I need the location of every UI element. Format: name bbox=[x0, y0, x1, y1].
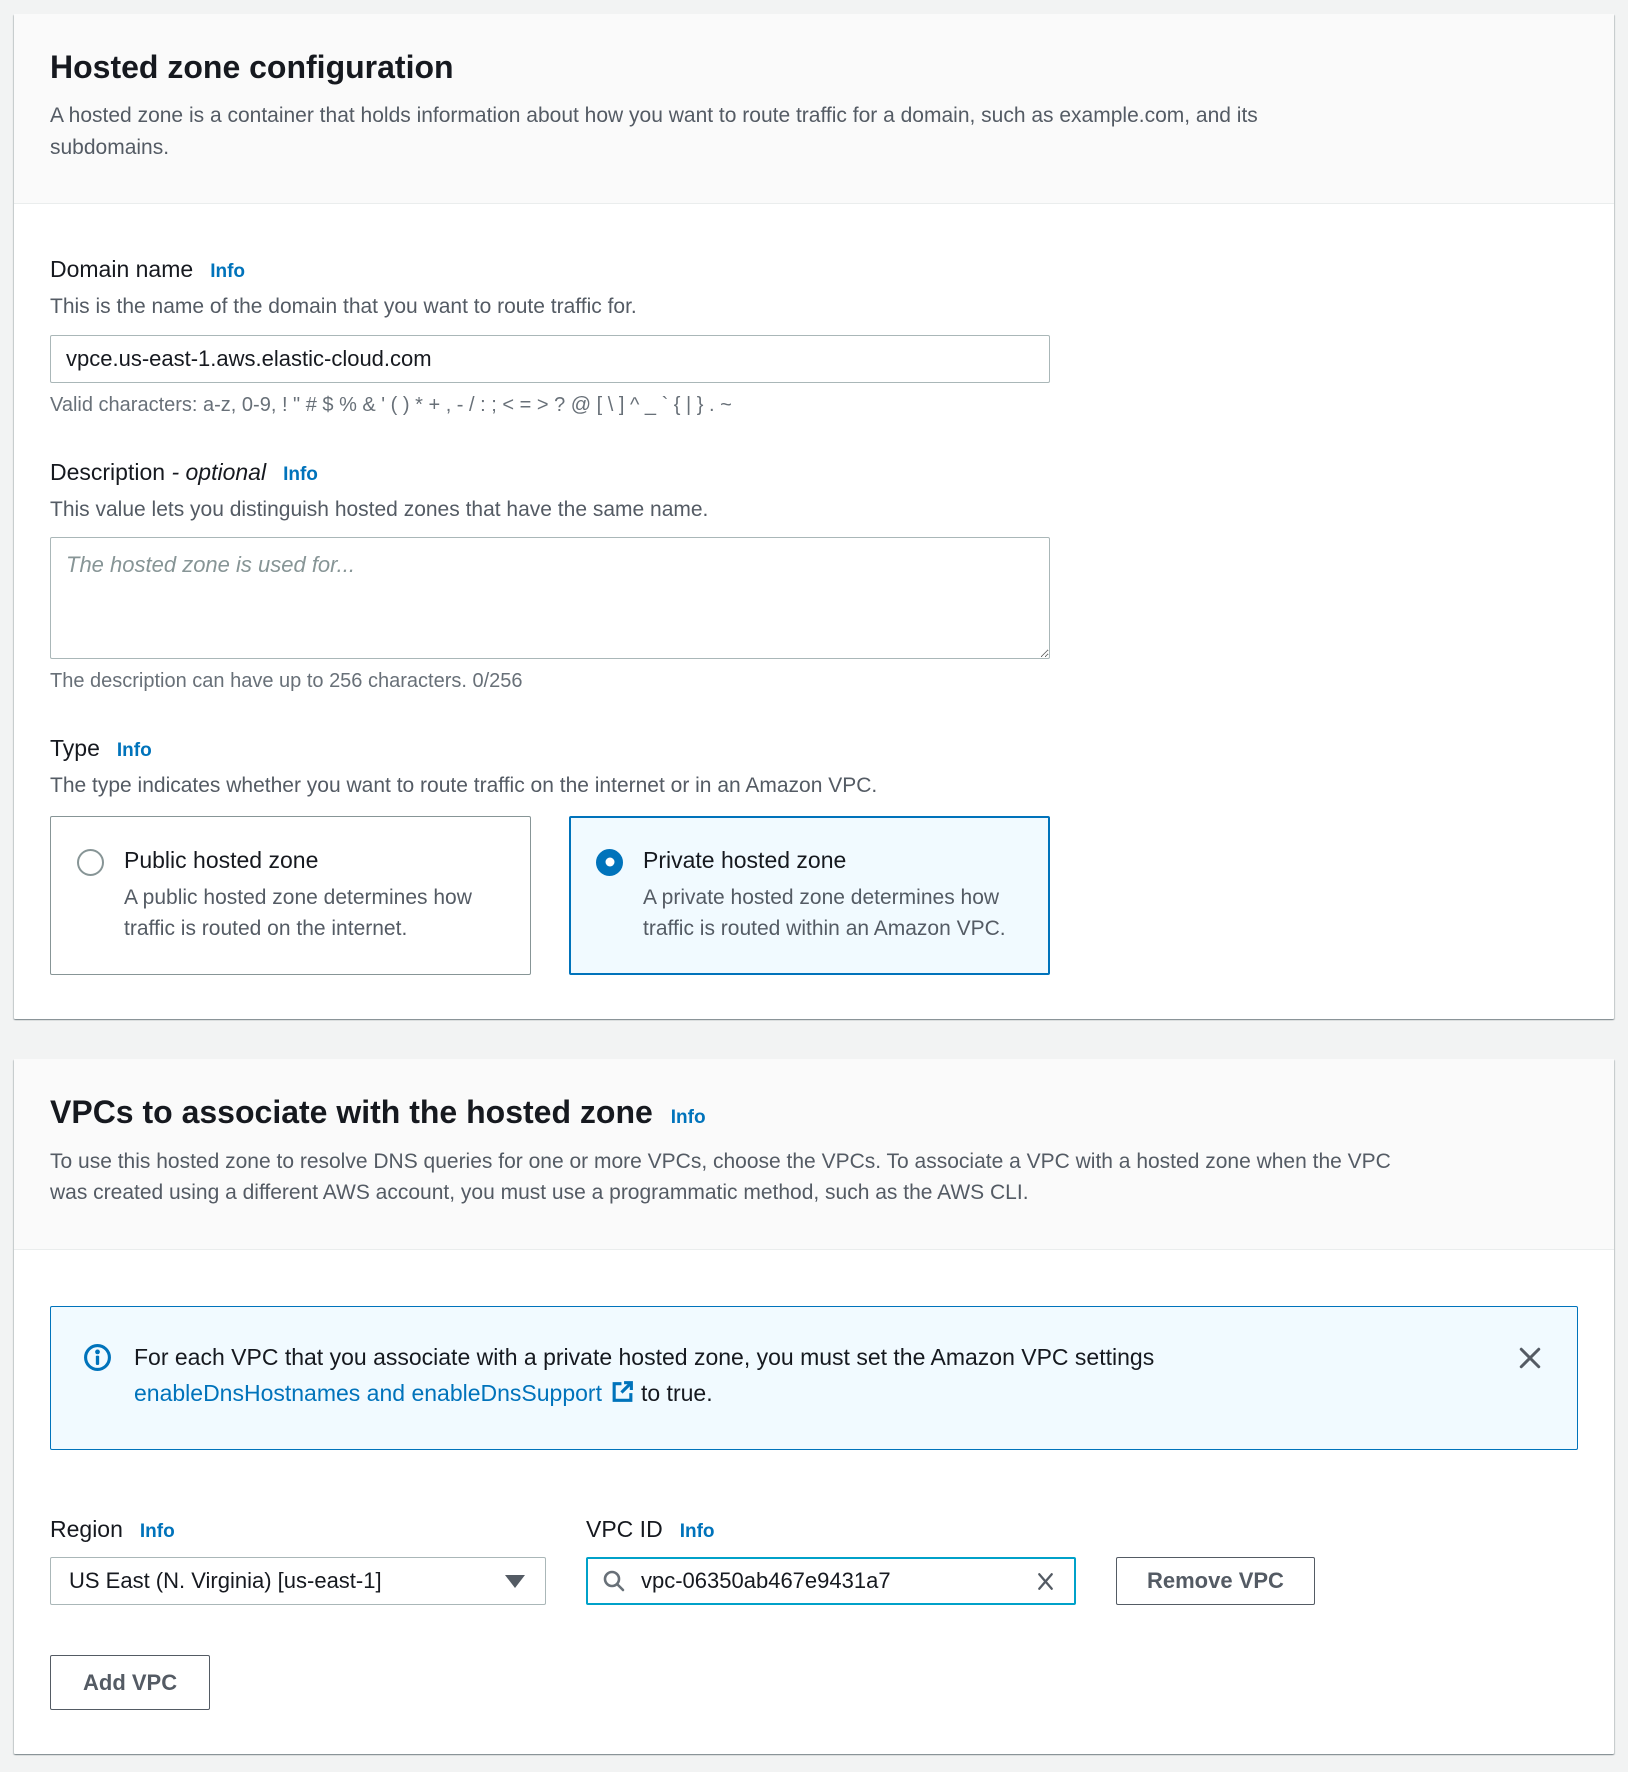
remove-vpc-button[interactable]: Remove VPC bbox=[1116, 1557, 1315, 1605]
description-optional-suffix: - optional bbox=[171, 458, 267, 485]
region-info-link[interactable]: Info bbox=[139, 1521, 175, 1543]
type-field bbox=[50, 735, 1578, 975]
info-circle-icon bbox=[83, 1343, 112, 1372]
enable-dns-settings-link[interactable]: enableDnsHostnames and enableDnsSupport bbox=[134, 1380, 602, 1407]
domain-name-constraint: Valid characters: a-z, 0-9, ! " # $ % & ' ( ) * + , - / : ; < = > ? @ [ \ ] ^ _ ` { | } . ~ bbox=[50, 393, 732, 416]
hosted-zone-card-description: A hosted zone is a container that holds information about how you want to route traffic for a domain, such as example.com, and its subdomains. bbox=[50, 104, 1258, 159]
domain-name-help: This is the name of the domain that you want to route traffic for. bbox=[50, 295, 637, 319]
chevron-down-icon bbox=[505, 1575, 525, 1588]
domain-name-info-link[interactable]: Info bbox=[210, 261, 246, 283]
type-tiles bbox=[50, 816, 1578, 976]
public-hosted-zone-radio[interactable] bbox=[77, 849, 104, 876]
vpcs-to-associate-card bbox=[14, 1059, 1614, 1754]
clear-x-icon bbox=[1033, 1582, 1058, 1597]
search-icon bbox=[602, 1569, 626, 1593]
description-label: Description - optional bbox=[50, 458, 267, 485]
private-hosted-zone-tile[interactable] bbox=[569, 816, 1050, 976]
vpc-id-search-box bbox=[586, 1557, 1076, 1605]
close-icon bbox=[1515, 1361, 1545, 1376]
vpc-card-info-link[interactable]: Info bbox=[670, 1107, 706, 1129]
hosted-zone-card-body bbox=[14, 204, 1614, 1019]
external-link-icon bbox=[610, 1378, 635, 1415]
type-info-link[interactable]: Info bbox=[116, 740, 152, 762]
region-select-value: US East (N. Virginia) [us-east-1] bbox=[69, 1568, 382, 1594]
vpc-settings-info-alert bbox=[50, 1306, 1578, 1451]
domain-name-label: Domain name bbox=[50, 256, 194, 283]
region-field bbox=[50, 1516, 546, 1605]
domain-name-field bbox=[50, 256, 1578, 416]
description-constraint: The description can have up to 256 characters. 0/256 bbox=[50, 670, 523, 693]
public-hosted-zone-title: Public hosted zone bbox=[124, 846, 319, 873]
public-hosted-zone-tile[interactable] bbox=[50, 816, 531, 976]
alert-close-button[interactable] bbox=[1511, 1339, 1549, 1377]
vpc-id-clear-button[interactable] bbox=[1031, 1567, 1060, 1596]
alert-text: For each VPC that you associate with a private hosted zone, you must set the Amazon VPC settings enableDnsHostnames and enableDnsSupport to true. bbox=[134, 1339, 1274, 1416]
description-info-link[interactable]: Info bbox=[283, 463, 318, 485]
vpc-id-input[interactable] bbox=[639, 1567, 1018, 1595]
vpc-id-label: VPC ID bbox=[586, 1516, 663, 1543]
hosted-zone-card-header bbox=[14, 14, 1614, 204]
vpc-card-header bbox=[14, 1059, 1614, 1249]
vpc-card-title: VPCs to associate with the hosted zone bbox=[50, 1094, 653, 1131]
hosted-zone-configuration-card bbox=[14, 14, 1614, 1019]
private-hosted-zone-description: A private hosted zone determines how traffic is routed within an Amazon VPC. bbox=[643, 886, 1006, 940]
domain-name-input[interactable] bbox=[50, 335, 1050, 383]
type-help: The type indicates whether you want to route traffic on the internet or in an Amazon VPC. bbox=[50, 774, 878, 798]
vpc-association-row bbox=[50, 1516, 1578, 1605]
description-textarea[interactable] bbox=[50, 537, 1050, 659]
region-label: Region bbox=[50, 1516, 123, 1543]
hosted-zone-card-title: Hosted zone configuration bbox=[50, 49, 454, 85]
region-select[interactable] bbox=[50, 1557, 546, 1605]
description-field bbox=[50, 459, 1578, 693]
public-hosted-zone-description: A public hosted zone determines how traffic is routed on the internet. bbox=[124, 886, 472, 940]
add-vpc-button[interactable]: Add VPC bbox=[50, 1655, 210, 1710]
type-label: Type bbox=[50, 735, 100, 762]
private-hosted-zone-radio[interactable] bbox=[596, 849, 623, 876]
vpc-card-body bbox=[14, 1250, 1614, 1755]
vpc-card-description: To use this hosted zone to resolve DNS queries for one or more VPCs, choose the VPCs. To associate a VPC with a hosted zone when the VPC was created using a different AWS account, you must use a programmatic method, such as the AWS CLI. bbox=[50, 1149, 1391, 1205]
private-hosted-zone-title: Private hosted zone bbox=[643, 846, 847, 873]
description-help: This value lets you distinguish hosted zones that have the same name. bbox=[50, 497, 709, 521]
vpc-id-info-link[interactable]: Info bbox=[679, 1521, 715, 1543]
vpc-id-field bbox=[586, 1516, 1076, 1605]
